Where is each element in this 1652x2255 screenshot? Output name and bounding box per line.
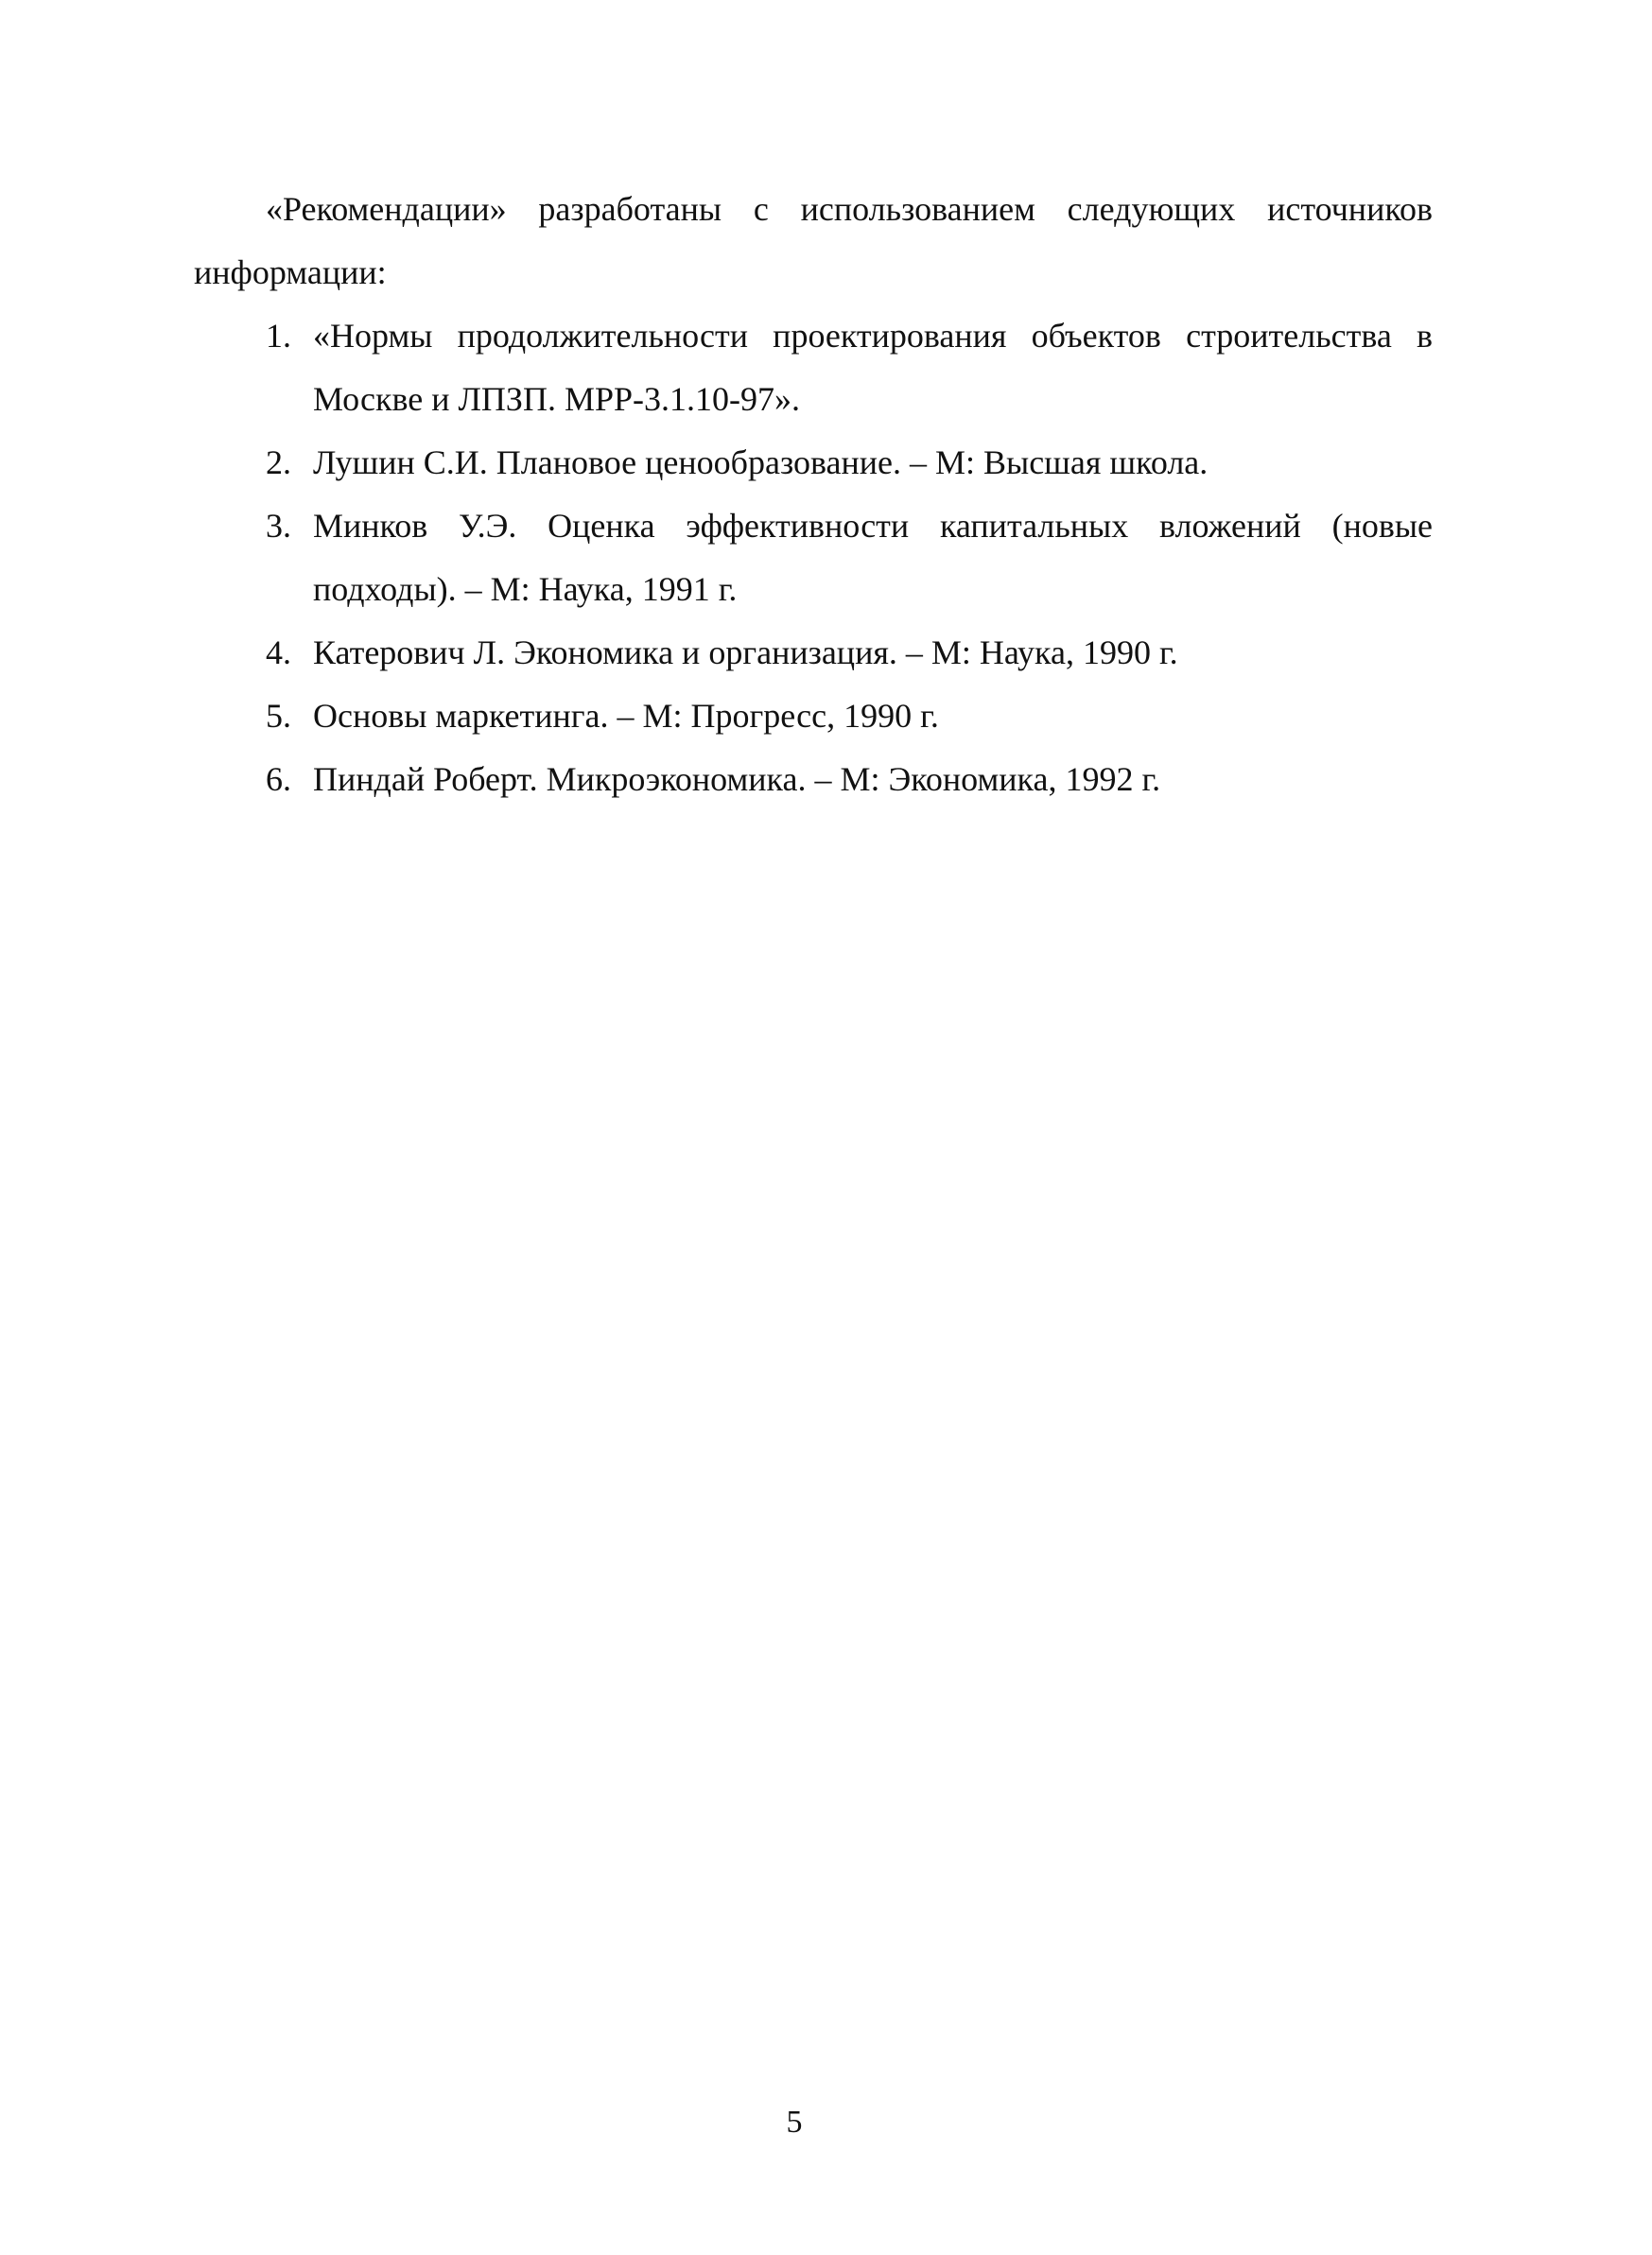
document-body [194,178,1433,811]
item-text: Лушин С.И. Плановое ценообразование. – М: Высшая школа. [313,443,1209,481]
intro-paragraph: «Рекомендации» разработаны с использованием следующих источников информации: [194,190,1433,291]
item-text: Катерович Л. Экономика и организация. – М: Наука, 1990 г. [313,633,1178,671]
list-item [194,685,1433,748]
list-item [194,304,1433,431]
list-item [194,621,1433,685]
item-number: 5. [266,697,291,735]
item-number: 4. [266,633,291,671]
item-number: 1. [266,317,291,355]
item-text: Пиндай Роберт. Микроэкономика. – М: Экономика, 1992 г. [313,760,1161,798]
item-text: «Нормы продолжительности проектирования объектов строительства в Москве и ЛПЗП. МРР-3.1.10-97». [313,317,1433,418]
item-number: 6. [266,760,291,798]
item-text: Основы маркетинга. – М: Прогресс, 1990 г. [313,697,939,735]
sources-list [194,304,1433,811]
list-item [194,431,1433,494]
item-text: Минков У.Э. Оценка эффективности капитальных вложений (новые подходы). – М: Наука, 1991 г. [313,507,1433,608]
item-number: 2. [266,443,291,481]
list-item [194,494,1433,621]
list-item [194,748,1433,811]
item-number: 3. [266,507,291,545]
page-number: 5 [786,2105,803,2140]
